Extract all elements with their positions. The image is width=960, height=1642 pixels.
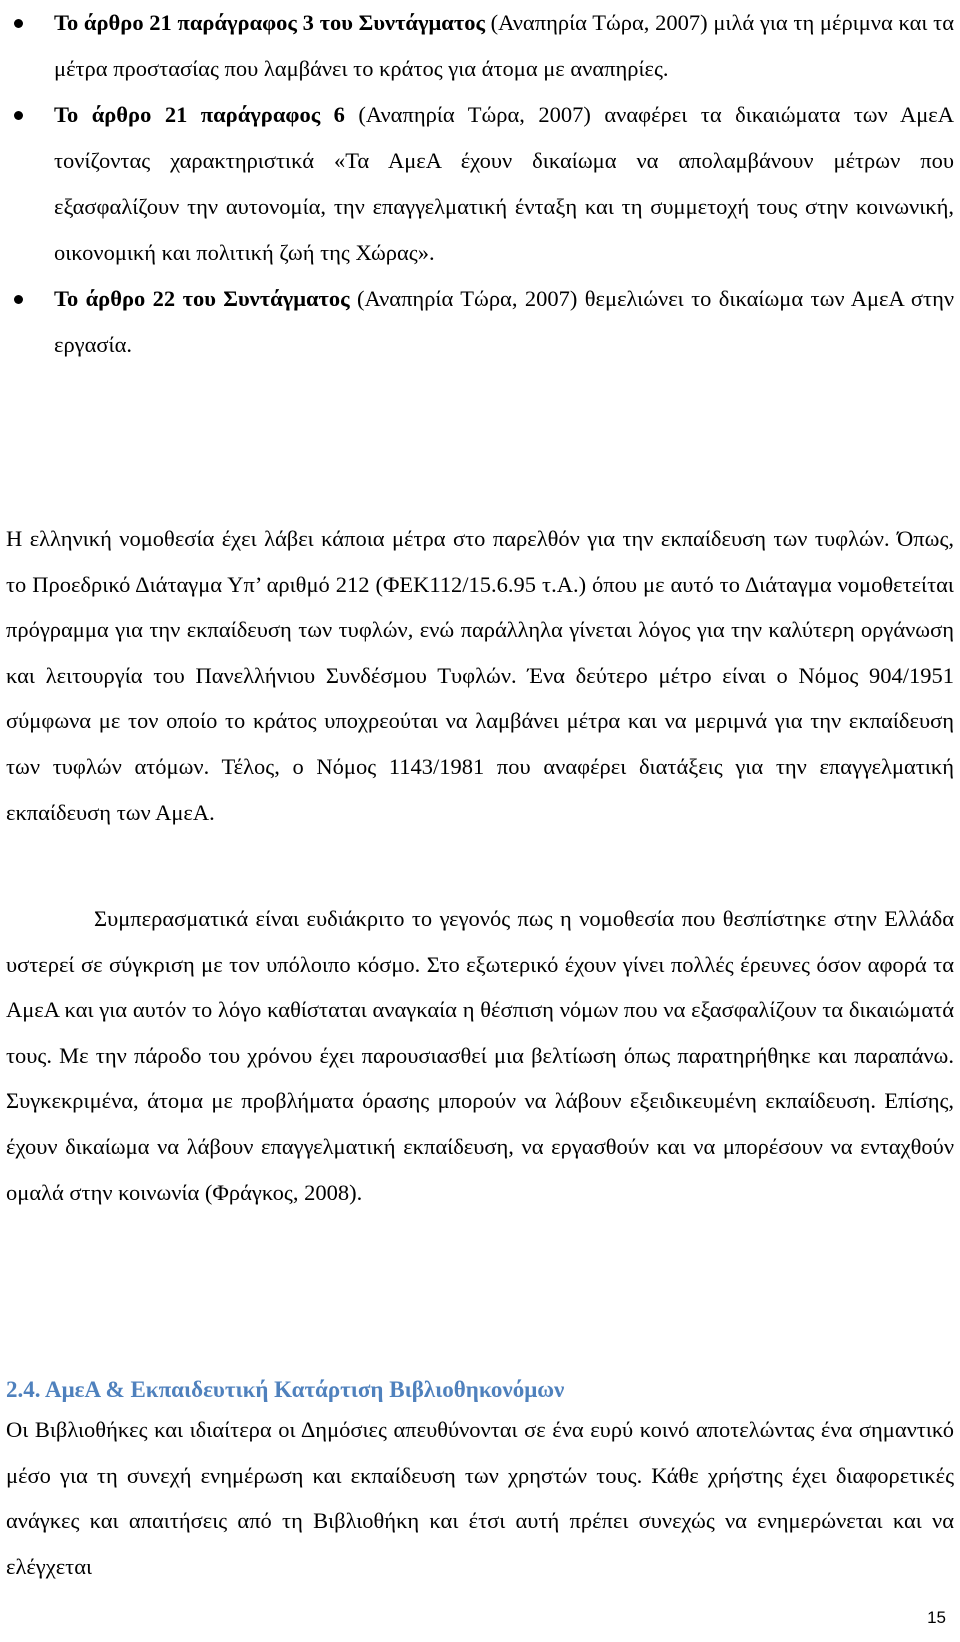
bullet-bold-text: Το άρθρο 21 παράγραφος 3 του Συντάγματος — [54, 10, 485, 35]
bullet-icon — [14, 19, 23, 28]
list-item — [0, 276, 960, 368]
list-item — [0, 92, 960, 276]
bullet-bold-text: Το άρθρο 22 του Συντάγματος — [54, 286, 350, 311]
paragraph-legislation-blind — [6, 516, 954, 835]
bullet-text: (Αναπηρία Τώρα, 2007) μιλά για τη μέριμνα και τα μέτρα προστασίας που λαμβάνει το κράτος για άτομα με αναπηρίες. — [54, 10, 955, 81]
bullet-text: (Αναπηρία Τώρα, 2007) θεμελιώνει το δικαίωμα των ΑμεΑ στην εργασία. — [54, 286, 955, 357]
article-bullet-list — [0, 0, 960, 368]
paragraph-text: Η ελληνική νομοθεσία έχει λάβει κάποια μέτρα στο παρελθόν για την εκπαίδευση των τυφλών. Όπως, το Προεδρικό Διάταγμα Υπ’ αριθμό 212 (ΦΕΚ112/15.6.95 τ.Α.) όπου με αυτό το Διάταγμα νομοθετείται πρόγραμμα για την εκπαίδευση των τυφλών, ενώ παράλληλα γίνεται λόγος για την καλύτερη οργάνωση και λειτουργία του Πανελλήνιου Συνδέσμου Τυφλών. Ένα δεύτερο μέτρο είναι ο Νόμος 904/1951 σύμφωνα με τον οποίο το κράτος υποχρεούται να λαμβάνει μέτρα και να μεριμνά για την εκπαίδευση των τυφλών ατόμων. Τέλος, ο Νόμος 1143/1981 που αναφέρει διατάξεις για την επαγγελματική εκπαίδευση των ΑμεΑ. — [6, 526, 954, 825]
bullet-icon — [14, 111, 23, 120]
bullet-icon — [14, 295, 23, 304]
list-item — [0, 0, 960, 92]
page-number: 15 — [927, 1608, 946, 1627]
bullet-bold-text: Το άρθρο 21 παράγραφος 6 — [54, 102, 345, 127]
paragraph-libraries — [6, 1407, 954, 1589]
bullet-text: (Αναπηρία Τώρα, 2007) αναφέρει τα δικαιώματα των ΑμεΑ τονίζοντας χαρακτηριστικά «Τα ΑμεΑ έχουν δικαίωμα να απολαμβάνουν μέτρων που εξασφαλίζουν την αυτονομία, την επαγγελματική ένταξη και τη συμμετοχή τους στην κοινωνική, οικονομική και πολιτική ζωή της Χώρας». — [54, 102, 954, 265]
paragraph-text: Συμπερασματικά είναι ευδιάκριτο το γεγονός πως η νομοθεσία που θεσπίστηκε στην Ελλάδα υστερεί σε σύγκριση με τον υπόλοιπο κόσμο. Στο εξωτερικό έχουν γίνει πολλές έρευνες όσον αφορά τα ΑμεΑ και για αυτόν το λόγο καθίσταται αναγκαία η θέσπιση νόμων που να εξασφαλίζουν τα δικαιώματά τους. Με την πάροδο του χρόνου έχει παρουσιασθεί μια βελτίωση όπως παρατηρήθηκε και παραπάνω. Συγκεκριμένα, άτομα με προβλήματα όρασης μπορούν να λάβουν εξειδικευμένη εκπαίδευση. Επίσης, έχουν δικαίωμα να λάβουν επαγγελματική εκπαίδευση, να εργασθούν και να μπορέσουν να ενταχθούν ομαλά στην κοινωνία (Φράγκος, 2008). — [6, 906, 954, 1205]
paragraph-conclusion — [6, 896, 954, 1215]
paragraph-text: Οι Βιβλιοθήκες και ιδιαίτερα οι Δημόσιες απευθύνονται σε ένα ευρύ κοινό αποτελώντας ένα σημαντικό μέσο για τη συνεχή ενημέρωση και εκπαίδευση των χρηστών τους. Κάθε χρήστης έχει διαφορετικές ανάγκες και απαιτήσεις από τη Βιβλιοθήκη και έτσι αυτή πρέπει συνεχώς να ενημερώνεται και να ελέγχεται — [6, 1417, 954, 1579]
section-heading: 2.4. ΑμεΑ & Εκπαιδευτική Κατάρτιση Βιβλιοθηκονόμων — [6, 1377, 565, 1402]
